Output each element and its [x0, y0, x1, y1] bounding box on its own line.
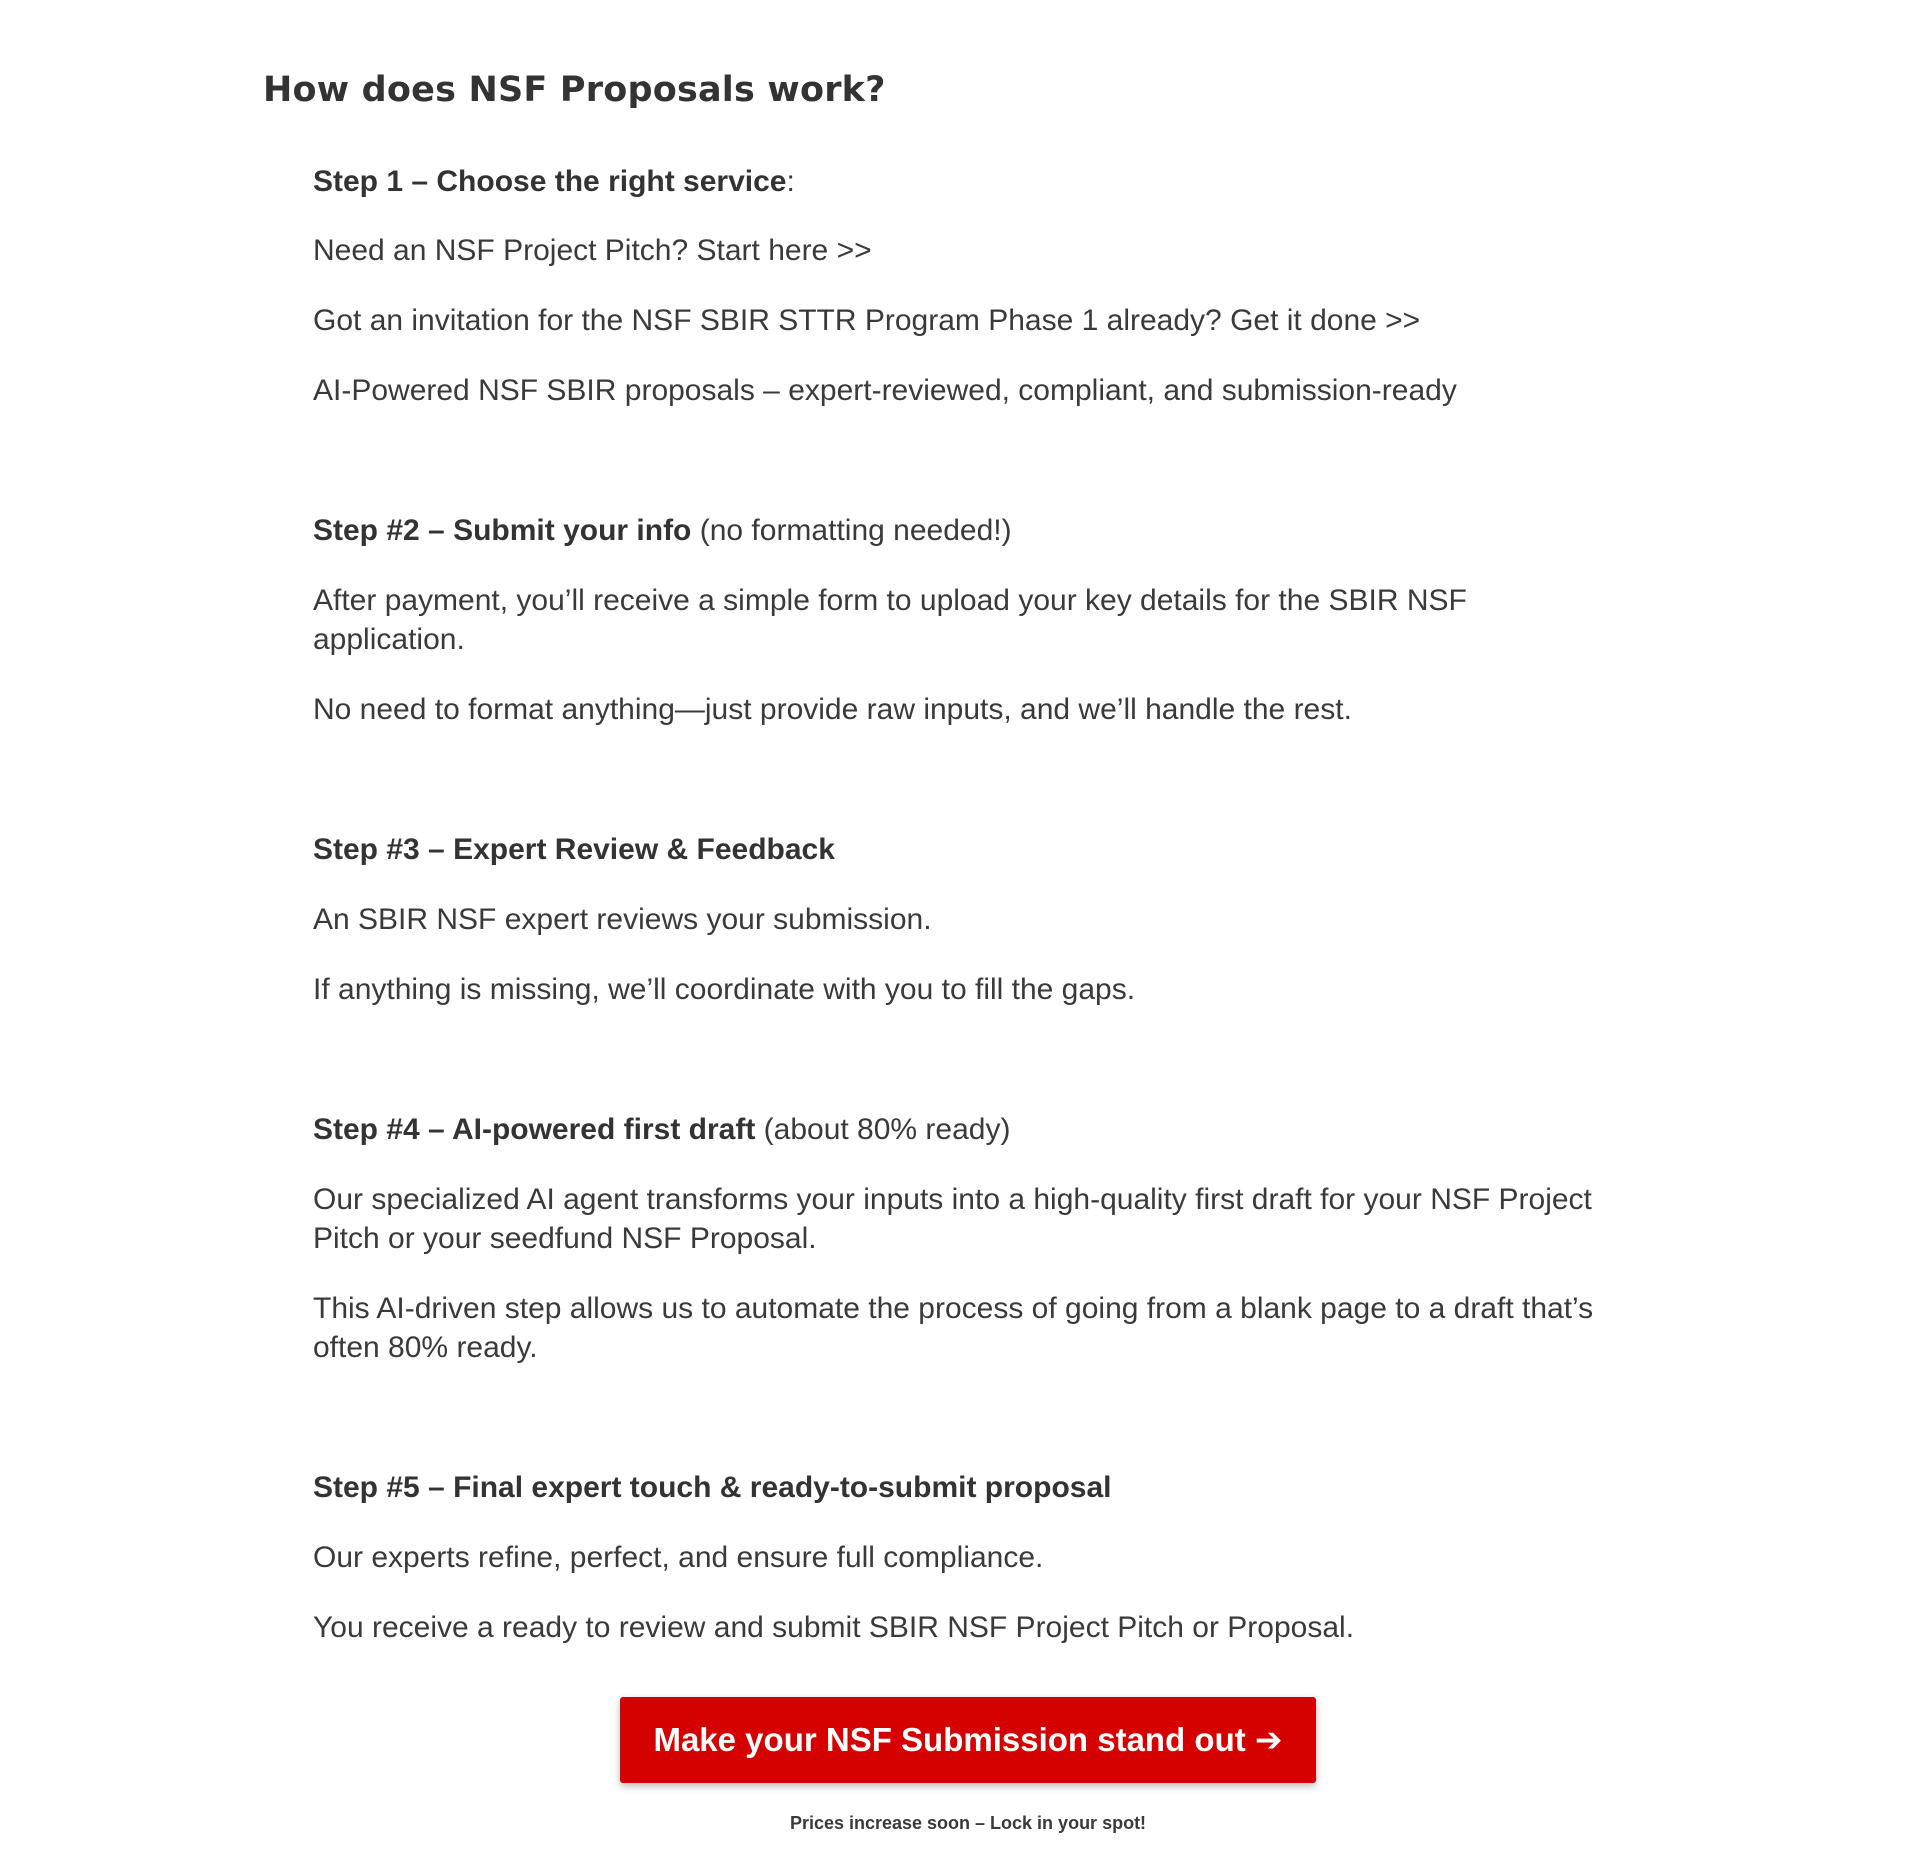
step-2-line-2: No need to format anything—just provide raw inputs, and we’ll handle the rest. — [313, 693, 1352, 726]
step-3-line-2: If anything is missing, we’ll coordinate with you to fill the gaps. — [313, 973, 1136, 1006]
step-1-title-suffix: : — [786, 165, 795, 198]
project-pitch-link[interactable]: Need an NSF Project Pitch? Start here >> — [313, 234, 872, 267]
phase-1-link[interactable]: Got an invitation for the NSF SBIR STTR Program Phase 1 already? Get it done >> — [313, 304, 1421, 337]
step-4-line-1: Our specialized AI agent transforms your inputs into a high-quality first draft for your NSF Project Pitch or your seedfund NSF Proposal. — [313, 1183, 1592, 1255]
page-title: How does NSF Proposals work? — [263, 70, 886, 110]
step-5-line-1: Our experts refine, perfect, and ensure full compliance. — [313, 1541, 1044, 1574]
step-3-line-1: An SBIR NSF expert reviews your submission. — [313, 903, 932, 936]
step-2-line-1: After payment, you’ll receive a simple form to upload your key details for the SBIR NSF application. — [313, 584, 1467, 656]
cta-button[interactable]: Make your NSF Submission stand out ➔ — [620, 1697, 1316, 1783]
step-4-title — [313, 1110, 1010, 1149]
cta-note: Prices increase soon – Lock in your spot! — [789, 1813, 1147, 1833]
step-3-title: Step #3 – Expert Review & Feedback — [313, 833, 835, 866]
step-1-title — [313, 162, 795, 201]
step-1-title-bold: Step 1 – Choose the right service — [313, 165, 787, 198]
step-2-title-note: (no formatting needed!) — [691, 514, 1012, 547]
step-2-title-bold: Step #2 – Submit your info — [313, 514, 692, 547]
step-1-tagline: AI-Powered NSF SBIR proposals – expert-reviewed, compliant, and submission-ready — [313, 374, 1457, 407]
step-5-title: Step #5 – Final expert touch & ready-to-submit proposal — [313, 1471, 1112, 1504]
step-2-title — [313, 511, 1012, 550]
step-4-line-2: This AI-driven step allows us to automate the process of going from a blank page to a draft that’s often 80% ready. — [313, 1292, 1594, 1364]
step-4-title-note: (about 80% ready) — [755, 1113, 1011, 1146]
step-5-line-2: You receive a ready to review and submit SBIR NSF Project Pitch or Proposal. — [313, 1611, 1355, 1644]
step-4-title-bold: Step #4 – AI-powered first draft — [313, 1113, 756, 1146]
